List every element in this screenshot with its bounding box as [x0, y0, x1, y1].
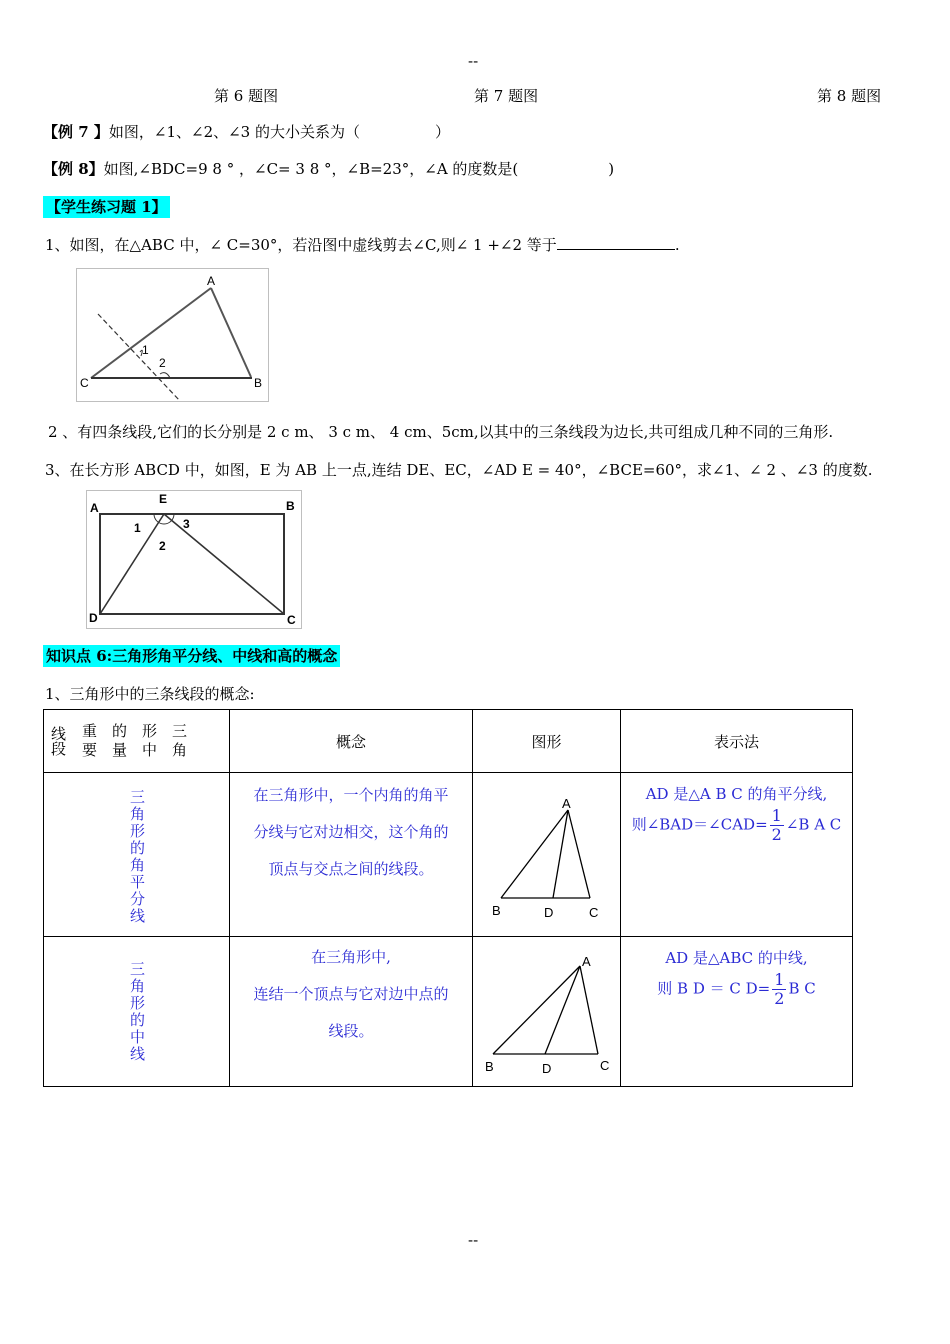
label-1: 1: [142, 343, 149, 357]
label-e: E: [159, 492, 168, 506]
cut-line: [98, 314, 180, 401]
table-row: [44, 773, 853, 937]
question-3: 3、在长方形 ABCD 中，如图，E 为 AB 上一点,连结 DE、EC，∠AD E = 40°，∠BCE=60°，求∠1、∠ 2 、∠3 的度数.: [45, 461, 873, 479]
label-a: A: [582, 953, 591, 969]
header-segment-label: 线段: [49, 726, 67, 756]
example-7-tag: 【例 7 】: [43, 123, 109, 141]
label-b: B: [286, 499, 295, 513]
knowledge-header: [43, 645, 340, 666]
row-figure-bisector: [473, 773, 621, 937]
q3-figure: [86, 490, 303, 630]
row-name-bisector: 三角形的角平分线: [44, 773, 230, 937]
row-concept-median: 在三角形中, 连结一个顶点与它对边中点的 线段。: [230, 937, 473, 1087]
knowledge-header-label: 知识点 6:三角形角平分线、中线和高的概念: [43, 645, 340, 667]
side-ac: [568, 810, 590, 898]
label-d: D: [542, 1060, 552, 1076]
bisector-ad: [553, 810, 568, 898]
example-7-text: 如图，∠1、∠2、∠3 的大小关系为（ ）: [108, 123, 450, 141]
header-col-segment: [44, 710, 230, 773]
question-1: [45, 234, 680, 255]
q1-figure: [76, 268, 270, 403]
figure-caption-7: 第 7 题图: [474, 87, 539, 105]
figure-caption-8: 第 8 题图: [817, 87, 882, 105]
figure-caption-6: 第 6 题图: [214, 87, 279, 105]
median-ad: [545, 966, 580, 1054]
page-marker-bottom: --: [468, 1231, 479, 1249]
label-2: 2: [159, 539, 166, 553]
label-b: B: [492, 902, 501, 918]
answer-blank: [557, 235, 675, 250]
row-notation-median: AD 是△ABC 的中线, 则 B D ＝ C D= $\frac{1}{2}$ B C: [621, 937, 853, 1087]
label-d: D: [544, 904, 554, 918]
row-figure-median: [473, 937, 621, 1087]
q3-figure-frame: [87, 491, 302, 629]
side-ab: [211, 288, 251, 377]
header-col-notation: 表示法: [621, 710, 853, 773]
label-3: 3: [183, 517, 190, 531]
median-figure: [473, 940, 620, 1080]
label-b: B: [254, 376, 263, 390]
label-2: 2: [159, 356, 166, 370]
segment-de: [100, 514, 164, 614]
example-7: [43, 121, 450, 142]
label-1: 1: [134, 521, 141, 535]
label-a: A: [562, 795, 571, 811]
q1-figure-frame: [77, 269, 269, 402]
segment-ec: [164, 514, 284, 614]
label-a: A: [207, 274, 216, 288]
side-ac: [580, 966, 598, 1054]
rectangle-abcd: [100, 514, 284, 614]
row-concept-bisector: 在三角形中，一个内角的角平 分线与它对边相交，这个角的 顶点与交点之间的线段。: [230, 773, 473, 937]
concept-table: [43, 709, 853, 1087]
question-1-text: 1、如图，在△ABC 中，∠ C=30°，若沿图中虚线剪去∠C,则∠ 1 +∠2 等于: [45, 236, 557, 254]
example-8-text: 如图,∠BDC=9 8 ° ，∠C= 3 8 °，∠B=23°，∠A 的度数是( ): [103, 160, 615, 178]
label-b: B: [485, 1058, 494, 1074]
label-c: C: [287, 613, 296, 627]
label-d: D: [89, 611, 98, 625]
row-name-median: 三角形的中线: [44, 937, 230, 1087]
header-col-figure: 图形: [473, 710, 621, 773]
page-marker-top: --: [468, 52, 479, 70]
practice-header-label: 【学生练习题 1】: [43, 196, 170, 218]
label-c: C: [600, 1057, 610, 1073]
question-2: 2 、有四条线段,它们的长分别是 2 c m、 3 c m、 4 cm、5cm,以其中的三条线段为边长,共可组成几种不同的三角形.: [48, 423, 834, 441]
question-1-end: .: [674, 236, 680, 254]
example-8-tag: 【例 8】: [43, 160, 104, 178]
section-1-title: 1、三角形中的三条线段的概念:: [45, 685, 255, 703]
side-ca: [91, 288, 211, 378]
label-c: C: [589, 904, 599, 918]
row-notation-bisector: AD 是△A B C 的角平分线, 则∠BAD＝∠CAD= $\frac{1}{2}$ ∠B A C: [621, 773, 853, 937]
side-ba: [501, 810, 568, 898]
header-col-concept: 概念: [230, 710, 473, 773]
table-header-row: [44, 710, 853, 773]
label-c: C: [80, 376, 89, 390]
header-important-text: 重 的 形 三 要 量 中 角: [82, 722, 188, 759]
side-ba: [493, 966, 580, 1054]
example-8: [43, 158, 614, 179]
bisector-figure: [473, 788, 620, 918]
table-row: [44, 937, 853, 1087]
label-a: A: [90, 501, 99, 515]
practice-header: [43, 196, 170, 217]
